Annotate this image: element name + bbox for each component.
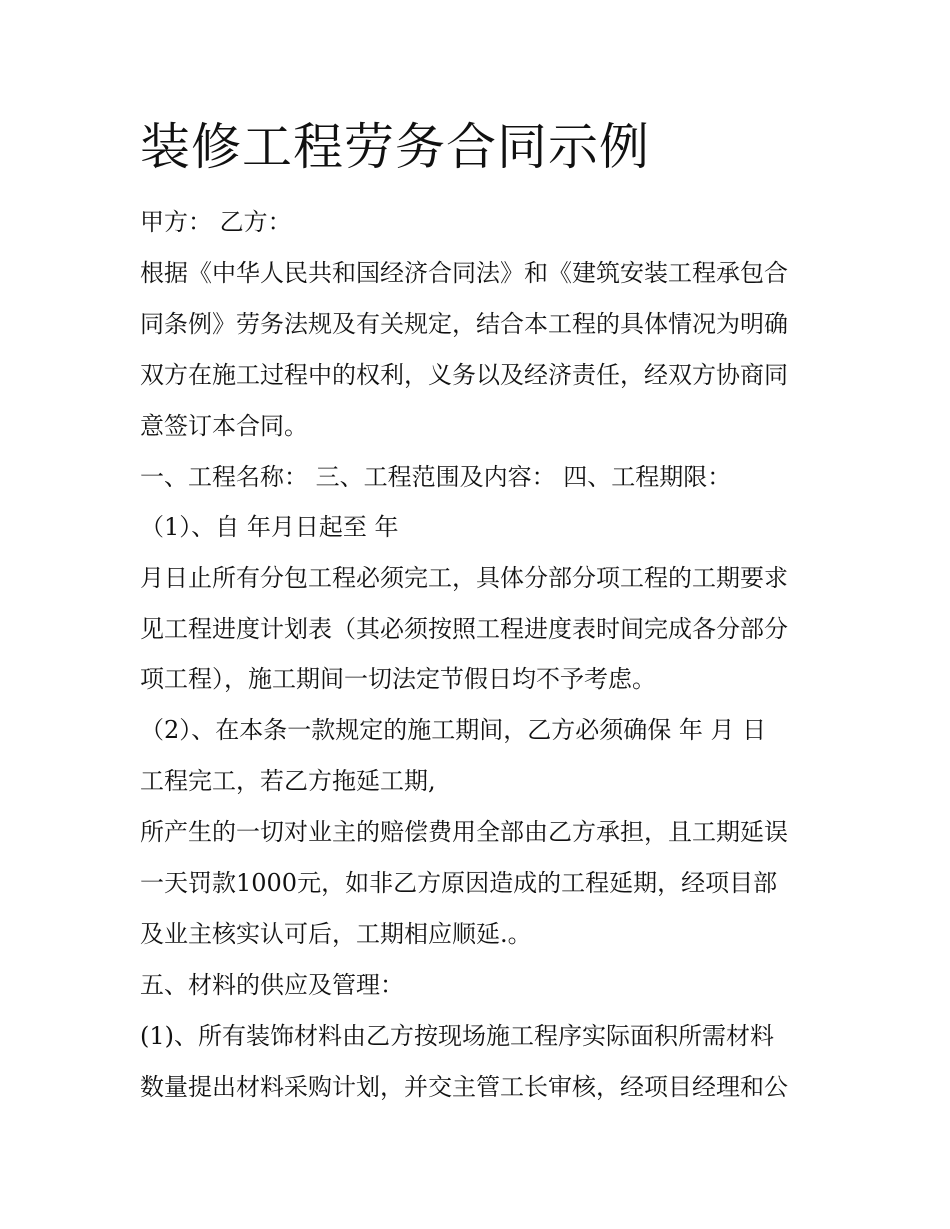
text-line: 甲方： 乙方：	[140, 208, 292, 236]
text-line: 根据《中华人民共和国经济合同法》和《建筑安装工程承包合	[140, 259, 788, 287]
text-line: （1）、自 年月日起至 年	[140, 513, 399, 541]
text-line: 同条例》劳务法规及有关规定，结合本工程的具体情况为明确	[140, 310, 788, 338]
text-line: 所产生的一切对业主的赔偿费用全部由乙方承担，且工期延误	[140, 818, 788, 846]
text-line: 项工程），施工期间一切法定节假日均不予考虑。	[140, 665, 656, 693]
text-line: 月日止所有分包工程必须完工，具体分部分项工程的工期要求	[140, 564, 788, 592]
text-line: 一、工程名称： 三、工程范围及内容： 四、工程期限：	[140, 463, 732, 491]
text-line: 数量提出材料采购计划，并交主管工长审核，经项目经理和公	[140, 1073, 788, 1101]
document-title: 装修工程劳务合同示例	[140, 118, 650, 176]
text-line: 双方在施工过程中的权利，义务以及经济责任，经双方协商同	[140, 361, 788, 389]
text-line: 一天罚款1000元，如非乙方原因造成的工程延期，经项目部	[140, 869, 778, 897]
text-line: 工程完工，若乙方拖延工期,	[140, 767, 436, 795]
text-line: (1)、所有装饰材料由乙方按现场施工程序实际面积所需材料	[140, 1022, 774, 1050]
text-line: 及业主核实认可后，工期相应顺延.。	[140, 920, 532, 948]
text-line: 意签订本合同。	[140, 412, 308, 440]
text-line: 见工程进度计划表（其必须按照工程进度表时间完成各分部分	[140, 615, 788, 643]
text-line: （2）、在本条一款规定的施工期间，乙方必须确保 年 月 日	[140, 716, 767, 744]
section-heading: 五、材料的供应及管理：	[140, 971, 404, 999]
